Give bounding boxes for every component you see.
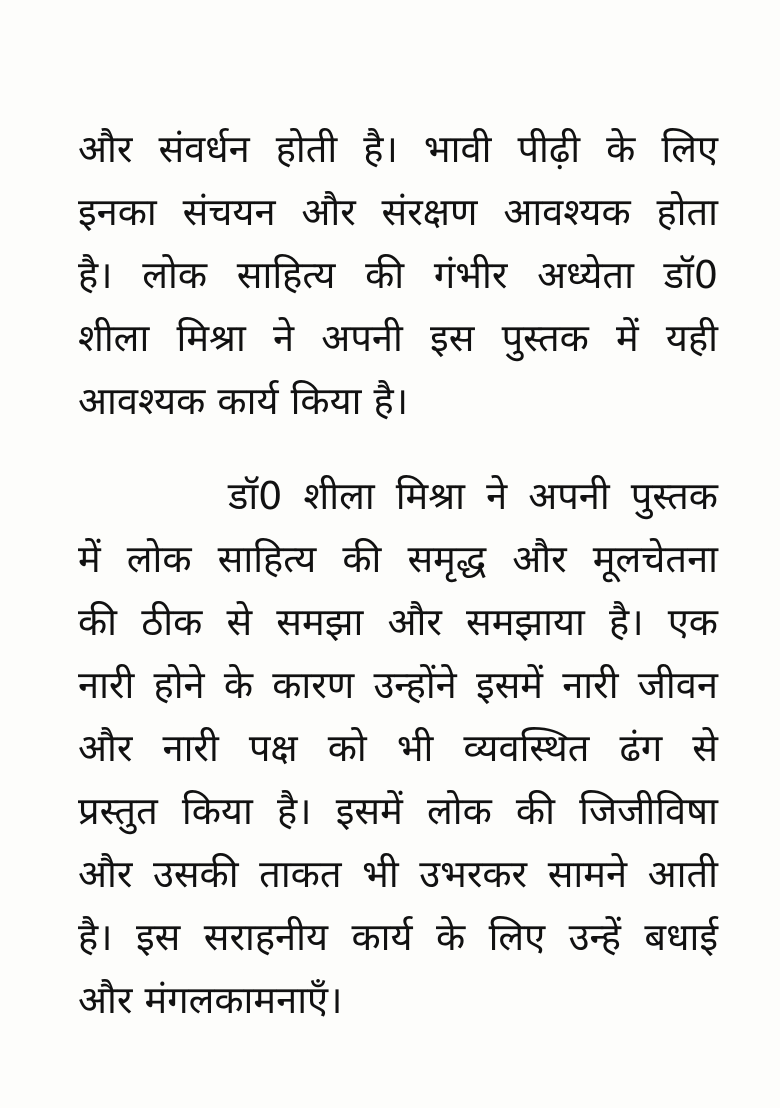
text-line: है। लोक साहित्य की गंभीर अध्येता डॉ0 [78, 253, 718, 297]
text-line: की ठीक से समझा और समझाया है। एक [78, 600, 718, 644]
document-page [78, 118, 718, 1032]
text-line: डॉ0 शीला मिश्रा ने अपनी पुस्तक [228, 474, 718, 518]
paragraph-1 [78, 118, 718, 433]
text-line: और उसकी ताकत भी उभरकर सामने आती [78, 852, 718, 896]
text-line: में लोक साहित्य की समृद्ध और मूलचेतना [78, 537, 718, 581]
text-line: नारी होने के कारण उन्होंने इसमें नारी जीवन [78, 663, 718, 707]
text-line: और मंगलकामनाएँ। [78, 978, 343, 1022]
text-line: प्रस्तुत किया है। इसमें लोक की जिजीविषा [78, 789, 718, 833]
text-line: है। इस सराहनीय कार्य के लिए उन्हें बधाई [78, 915, 718, 959]
text-line: आवश्यक कार्य किया है। [78, 379, 409, 423]
text-line: और संवर्धन होती है। भावी पीढ़ी के लिए [78, 127, 718, 171]
text-line: शीला मिश्रा ने अपनी इस पुस्तक में यही [78, 316, 718, 360]
text-line: इनका संचयन और संरक्षण आवश्यक होता [78, 190, 718, 234]
text-line: और नारी पक्ष को भी व्यवस्थित ढंग से [78, 726, 718, 770]
paragraph-2 [78, 465, 718, 1032]
